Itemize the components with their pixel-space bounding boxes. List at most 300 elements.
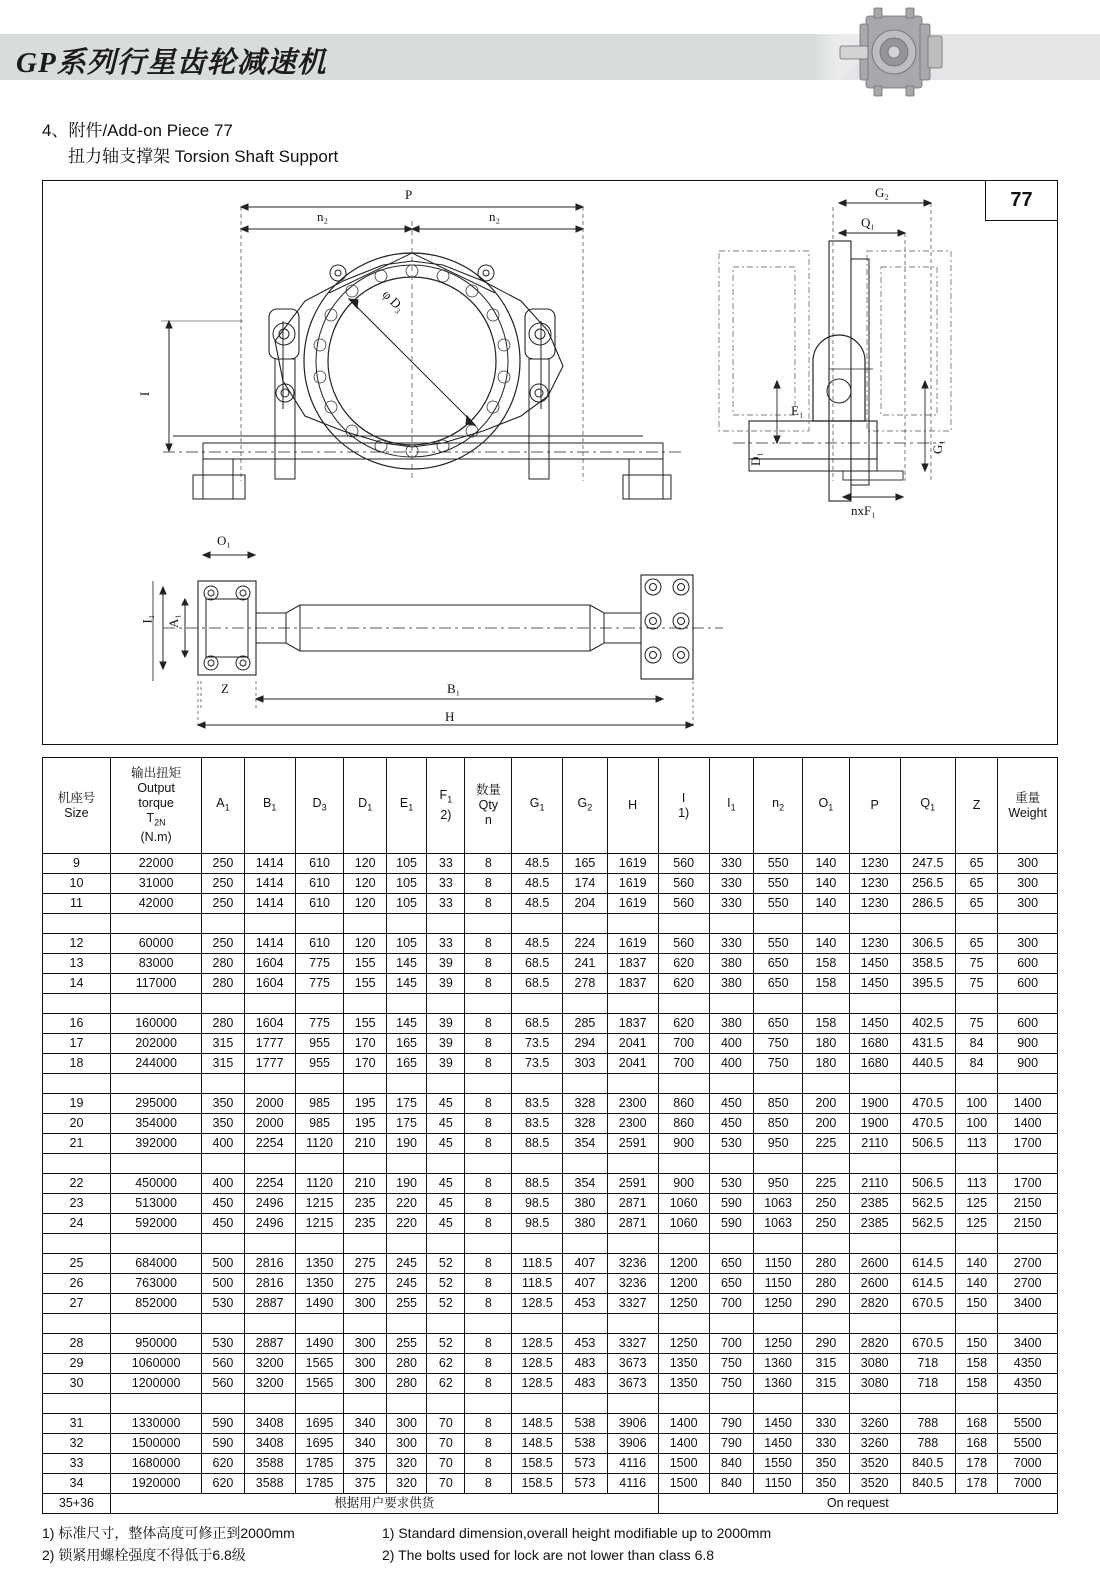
table-cell: 39 [427, 954, 465, 974]
table-cell: 1500 [658, 1454, 709, 1474]
table-cell: 1063 [754, 1214, 803, 1234]
spacer-cell [295, 1234, 344, 1254]
table-cell: 158 [955, 1374, 997, 1394]
spacer-cell [110, 914, 201, 934]
spacer-cell [202, 1314, 244, 1334]
table-cell: 3906 [607, 1434, 658, 1454]
table-cell: 560 [658, 874, 709, 894]
table-cell: 140 [803, 934, 850, 954]
table-cell: 453 [563, 1294, 608, 1314]
col-header-F1: $F_1$ 2) [427, 758, 465, 854]
table-cell: 400 [202, 1174, 244, 1194]
table-cell: 42000 [110, 894, 201, 914]
spacer-cell [110, 1234, 201, 1254]
table-cell: 220 [386, 1194, 426, 1214]
table-cell: 718 [900, 1354, 955, 1374]
table-cell: 380 [563, 1214, 608, 1234]
col-header-qty: 数量 Qty n [465, 758, 512, 854]
table-cell: 256.5 [900, 874, 955, 894]
spacer-cell [512, 1074, 563, 1094]
table-row [43, 1134, 1058, 1154]
table-cell: 500 [202, 1254, 244, 1274]
table-cell: 75 [955, 974, 997, 994]
spacer-cell [709, 1234, 754, 1254]
table-cell: 175 [386, 1114, 426, 1134]
table-cell: 62 [427, 1374, 465, 1394]
table-cell: 650 [709, 1274, 754, 1294]
spacer-cell [709, 1394, 754, 1414]
table-cell: 1619 [607, 894, 658, 914]
table-cell: 1350 [295, 1254, 344, 1274]
table-cell: 600 [998, 1014, 1058, 1034]
table-cell: 614.5 [900, 1254, 955, 1274]
spacer-cell [295, 1154, 344, 1174]
table-cell: 2385 [849, 1194, 900, 1214]
table-cell: 73.5 [512, 1034, 563, 1054]
table-cell: 2591 [607, 1134, 658, 1154]
table-cell: 125 [955, 1194, 997, 1214]
spacer-cell [607, 1234, 658, 1254]
table-cell: 300 [998, 854, 1058, 874]
table-cell: 590 [202, 1434, 244, 1454]
spacer-cell [344, 1154, 386, 1174]
table-row [43, 1414, 1058, 1434]
table-cell: 83.5 [512, 1114, 563, 1134]
table-cell: 330 [709, 934, 754, 954]
spacer-cell [803, 1074, 850, 1094]
table-cell: 2600 [849, 1254, 900, 1274]
table-cell: 300 [344, 1334, 386, 1354]
table-cell: 560 [202, 1354, 244, 1374]
table-cell: 155 [344, 974, 386, 994]
table-cell: 450 [202, 1214, 244, 1234]
table-row [43, 1334, 1058, 1354]
table-cell: 8 [465, 934, 512, 954]
table-cell: 255 [386, 1294, 426, 1314]
spacer-cell [658, 1154, 709, 1174]
table-cell: 1250 [754, 1334, 803, 1354]
table-cell: 1900 [849, 1114, 900, 1134]
table-cell: 100 [955, 1114, 997, 1134]
table-cell: 453 [563, 1334, 608, 1354]
table-cell: 70 [427, 1474, 465, 1494]
col-header-size: 机座号 Size [43, 758, 111, 854]
table-row [43, 894, 1058, 914]
table-cell: 513000 [110, 1194, 201, 1214]
table-cell: 2041 [607, 1034, 658, 1054]
spacer-cell [658, 1234, 709, 1254]
table-cell: 1565 [295, 1374, 344, 1394]
table-cell: 155 [344, 954, 386, 974]
table-cell: 1350 [658, 1354, 709, 1374]
table-cell: 32 [43, 1434, 111, 1454]
table-cell: 52 [427, 1334, 465, 1354]
table-cell: 68.5 [512, 954, 563, 974]
label-nxF1: nxF₁ [851, 503, 876, 518]
spacer-cell [344, 994, 386, 1014]
table-cell: 45 [427, 1214, 465, 1234]
table-cell: 8 [465, 1254, 512, 1274]
spacer-cell [244, 994, 295, 1014]
spacer-cell [386, 994, 426, 1014]
spacer-cell [386, 1394, 426, 1414]
spacer-cell [849, 1234, 900, 1254]
table-cell: 483 [563, 1354, 608, 1374]
table-cell: 1060 [658, 1214, 709, 1234]
table-cell: 1400 [658, 1434, 709, 1454]
table-cell: 380 [563, 1194, 608, 1214]
table-cell: 52 [427, 1274, 465, 1294]
table-cell: 3236 [607, 1254, 658, 1274]
table-cell: 2000 [244, 1094, 295, 1114]
table-cell: 1414 [244, 874, 295, 894]
table-cell: 2871 [607, 1194, 658, 1214]
group-spacer [43, 914, 1058, 934]
table-cell: 8 [465, 1434, 512, 1454]
footnotes-english [382, 1522, 1058, 1566]
table-cell: 68.5 [512, 1014, 563, 1034]
spacer-cell [998, 1314, 1058, 1334]
table-cell: 75 [955, 954, 997, 974]
table-cell: 700 [658, 1034, 709, 1054]
spacer-cell [563, 1154, 608, 1174]
table-cell: 280 [386, 1374, 426, 1394]
table-cell: 1680000 [110, 1454, 201, 1474]
table-cell: 8 [465, 974, 512, 994]
table-cell: 286.5 [900, 894, 955, 914]
table-cell: 52 [427, 1294, 465, 1314]
table-cell: 315 [803, 1374, 850, 1394]
table-cell: 900 [658, 1134, 709, 1154]
table-cell: 550 [754, 854, 803, 874]
table-cell: 330 [803, 1414, 850, 1434]
table-cell: 294 [563, 1034, 608, 1054]
gearbox-image [830, 6, 960, 98]
spacer-cell [465, 1314, 512, 1334]
table-row [43, 1214, 1058, 1234]
table-cell: 225 [803, 1134, 850, 1154]
table-cell: 560 [658, 854, 709, 874]
table-cell: 1414 [244, 854, 295, 874]
table-cell: 380 [709, 1014, 754, 1034]
table-cell: 65 [955, 854, 997, 874]
table-cell: 840 [709, 1474, 754, 1494]
spacer-cell [709, 1154, 754, 1174]
table-cell: 300 [344, 1354, 386, 1374]
spacer-cell [427, 1234, 465, 1254]
table-cell: 3906 [607, 1414, 658, 1434]
spacer-cell [295, 1394, 344, 1414]
table-cell: 670.5 [900, 1334, 955, 1354]
label-H: H [445, 709, 455, 724]
spacer-cell [110, 1314, 201, 1334]
table-cell: 600 [998, 954, 1058, 974]
table-cell: 2000 [244, 1114, 295, 1134]
table-cell: 8 [465, 1354, 512, 1374]
table-cell: 155 [344, 1014, 386, 1034]
table-cell: 395.5 [900, 974, 955, 994]
table-cell: 10 [43, 874, 111, 894]
table-cell: 3408 [244, 1414, 295, 1434]
spacer-cell [955, 1154, 997, 1174]
spacer-cell [709, 914, 754, 934]
spacer-cell [244, 1074, 295, 1094]
table-cell: 128.5 [512, 1374, 563, 1394]
spacer-cell [607, 1074, 658, 1094]
table-cell: 22000 [110, 854, 201, 874]
table-cell: 8 [465, 1134, 512, 1154]
table-cell: 125 [955, 1214, 997, 1234]
table-cell: 610 [295, 854, 344, 874]
table-cell: 105 [386, 854, 426, 874]
table-row [43, 1114, 1058, 1134]
col-header-I: I 1) [658, 758, 709, 854]
spacer-cell [900, 1074, 955, 1094]
table-cell: 700 [658, 1054, 709, 1074]
table-cell: 278 [563, 974, 608, 994]
spacer-cell [563, 1074, 608, 1094]
on-request-text-en: On request [658, 1494, 1057, 1514]
table-row [43, 1434, 1058, 1454]
table-cell: 250 [803, 1214, 850, 1234]
table-cell: 1230 [849, 894, 900, 914]
spacer-cell [563, 914, 608, 934]
table-cell: 358.5 [900, 954, 955, 974]
spacer-cell [110, 1154, 201, 1174]
table-cell: 250 [803, 1194, 850, 1214]
group-spacer [43, 994, 1058, 1014]
table-cell: 3673 [607, 1354, 658, 1374]
table-cell: 1619 [607, 934, 658, 954]
table-cell: 763000 [110, 1274, 201, 1294]
table-cell: 2110 [849, 1174, 900, 1194]
table-cell: 178 [955, 1454, 997, 1474]
table-row [43, 1274, 1058, 1294]
table-cell: 65 [955, 934, 997, 954]
table-cell: 12 [43, 934, 111, 954]
spacer-cell [427, 1314, 465, 1334]
spacer-cell [754, 1314, 803, 1334]
table-cell: 33 [43, 1454, 111, 1474]
table-cell: 375 [344, 1454, 386, 1474]
table-cell: 718 [900, 1374, 955, 1394]
table-cell: 530 [709, 1174, 754, 1194]
table-cell: 1450 [849, 954, 900, 974]
table-cell: 2150 [998, 1194, 1058, 1214]
table-cell: 860 [658, 1094, 709, 1114]
table-cell: 3408 [244, 1434, 295, 1454]
on-request-row [43, 1494, 1058, 1514]
table-cell: 2700 [998, 1254, 1058, 1274]
table-cell: 300 [386, 1414, 426, 1434]
table-cell: 350 [202, 1114, 244, 1134]
table-cell: 11 [43, 894, 111, 914]
spacer-cell [512, 914, 563, 934]
table-cell: 1350 [658, 1374, 709, 1394]
table-cell: 158.5 [512, 1474, 563, 1494]
spacer-cell [244, 1234, 295, 1254]
table-cell: 1450 [754, 1414, 803, 1434]
table-cell: 1215 [295, 1194, 344, 1214]
table-cell: 8 [465, 1014, 512, 1034]
table-cell: 178 [955, 1474, 997, 1494]
spacer-cell [386, 1314, 426, 1334]
table-cell: 128.5 [512, 1354, 563, 1374]
table-cell: 1565 [295, 1354, 344, 1374]
spacer-cell [427, 1394, 465, 1414]
table-cell: 128.5 [512, 1294, 563, 1314]
table-cell: 775 [295, 1014, 344, 1034]
table-cell: 840.5 [900, 1474, 955, 1494]
table-cell: 2254 [244, 1174, 295, 1194]
table-cell: 1150 [754, 1254, 803, 1274]
col-header-Q1: $Q_1$ [900, 758, 955, 854]
spacer-cell [709, 1074, 754, 1094]
table-cell: 83000 [110, 954, 201, 974]
footnote-cn-2: 2) 锁紧用螺栓强度不得低于6.8级 [42, 1547, 246, 1563]
label-E1: E₁ [791, 403, 804, 418]
table-cell: 538 [563, 1434, 608, 1454]
table-cell: 303 [563, 1054, 608, 1074]
table-cell: 275 [344, 1274, 386, 1294]
table-cell: 306.5 [900, 934, 955, 954]
spacer-cell [849, 1154, 900, 1174]
table-cell: 235 [344, 1214, 386, 1234]
col-header-G2: $G_2$ [563, 758, 608, 854]
table-cell: 170 [344, 1034, 386, 1054]
table-cell: 1150 [754, 1474, 803, 1494]
table-cell: 140 [955, 1254, 997, 1274]
table-cell: 315 [202, 1054, 244, 1074]
table-cell: 26 [43, 1274, 111, 1294]
table-cell: 354 [563, 1174, 608, 1194]
table-header-row [43, 758, 1058, 854]
spacer-cell [754, 994, 803, 1014]
table-cell: 30 [43, 1374, 111, 1394]
spacer-cell [202, 1234, 244, 1254]
table-cell: 320 [386, 1454, 426, 1474]
table-cell: 900 [998, 1054, 1058, 1074]
spacer-cell [955, 1394, 997, 1414]
table-cell: 247.5 [900, 854, 955, 874]
spec-table-body [43, 854, 1058, 1514]
table-cell: 8 [465, 894, 512, 914]
table-cell: 280 [202, 974, 244, 994]
table-cell: 34 [43, 1474, 111, 1494]
table-cell: 3260 [849, 1434, 900, 1454]
table-cell: 244000 [110, 1054, 201, 1074]
table-cell: 590 [202, 1414, 244, 1434]
col-header-output-torque: 输出扭矩 Output torque $T_{2N}$ (N.m) [110, 758, 201, 854]
spacer-cell [386, 914, 426, 934]
table-cell: 180 [803, 1054, 850, 1074]
table-cell: 950 [754, 1134, 803, 1154]
table-cell: 1500 [658, 1474, 709, 1494]
table-cell: 145 [386, 974, 426, 994]
table-cell: 29 [43, 1354, 111, 1374]
spacer-cell [754, 1394, 803, 1414]
table-cell: 620 [658, 1014, 709, 1034]
table-cell: 148.5 [512, 1414, 563, 1434]
col-header-Z: Z [955, 758, 997, 854]
label-O1: O₁ [217, 533, 231, 548]
table-cell: 538 [563, 1414, 608, 1434]
table-cell: 118.5 [512, 1274, 563, 1294]
table-cell: 8 [465, 1114, 512, 1134]
table-cell: 8 [465, 954, 512, 974]
label-I1: I₁ [139, 614, 155, 624]
table-cell: 1695 [295, 1434, 344, 1454]
table-cell: 450000 [110, 1174, 201, 1194]
table-cell: 354 [563, 1134, 608, 1154]
table-cell: 31000 [110, 874, 201, 894]
table-cell: 48.5 [512, 854, 563, 874]
table-cell: 83.5 [512, 1094, 563, 1114]
spacer-cell [563, 1394, 608, 1414]
spacer-cell [344, 914, 386, 934]
spacer-cell [512, 1154, 563, 1174]
table-cell: 84 [955, 1054, 997, 1074]
table-row [43, 934, 1058, 954]
table-cell: 39 [427, 1034, 465, 1054]
table-cell: 165 [563, 854, 608, 874]
table-cell: 470.5 [900, 1094, 955, 1114]
table-cell: 120 [344, 894, 386, 914]
table-cell: 24 [43, 1214, 111, 1234]
table-cell: 450 [709, 1114, 754, 1134]
spacer-cell [658, 994, 709, 1014]
table-cell: 620 [202, 1454, 244, 1474]
table-cell: 1063 [754, 1194, 803, 1214]
table-cell: 650 [754, 1014, 803, 1034]
table-cell: 1619 [607, 854, 658, 874]
table-cell: 400 [709, 1054, 754, 1074]
table-cell: 2385 [849, 1214, 900, 1234]
spacer-cell [998, 994, 1058, 1014]
table-cell: 168 [955, 1434, 997, 1454]
table-cell: 158 [803, 954, 850, 974]
spacer-cell [900, 994, 955, 1014]
table-cell: 7000 [998, 1454, 1058, 1474]
spacer-cell [427, 994, 465, 1014]
table-cell: 860 [658, 1114, 709, 1134]
table-cell: 985 [295, 1114, 344, 1134]
spacer-cell [900, 1154, 955, 1174]
col-header-A1: $A_1$ [202, 758, 244, 854]
spacer-cell [465, 914, 512, 934]
table-cell: 1250 [754, 1294, 803, 1314]
table-cell: 118.5 [512, 1254, 563, 1274]
spacer-cell [43, 1394, 111, 1414]
page-header [0, 0, 1100, 100]
table-cell: 1680 [849, 1034, 900, 1054]
spacer-cell [998, 1394, 1058, 1414]
table-cell: 400 [202, 1134, 244, 1154]
table-cell: 483 [563, 1374, 608, 1394]
spacer-cell [344, 1234, 386, 1254]
table-cell: 506.5 [900, 1134, 955, 1154]
table-cell: 250 [202, 894, 244, 914]
table-cell: 3400 [998, 1294, 1058, 1314]
table-cell: 21 [43, 1134, 111, 1154]
page-title: GP系列行星齿轮减速机 [16, 47, 327, 79]
spacer-cell [658, 1314, 709, 1334]
spacer-cell [849, 994, 900, 1014]
table-cell: 620 [658, 954, 709, 974]
spacer-cell [43, 1074, 111, 1094]
table-cell: 48.5 [512, 874, 563, 894]
table-cell: 73.5 [512, 1054, 563, 1074]
